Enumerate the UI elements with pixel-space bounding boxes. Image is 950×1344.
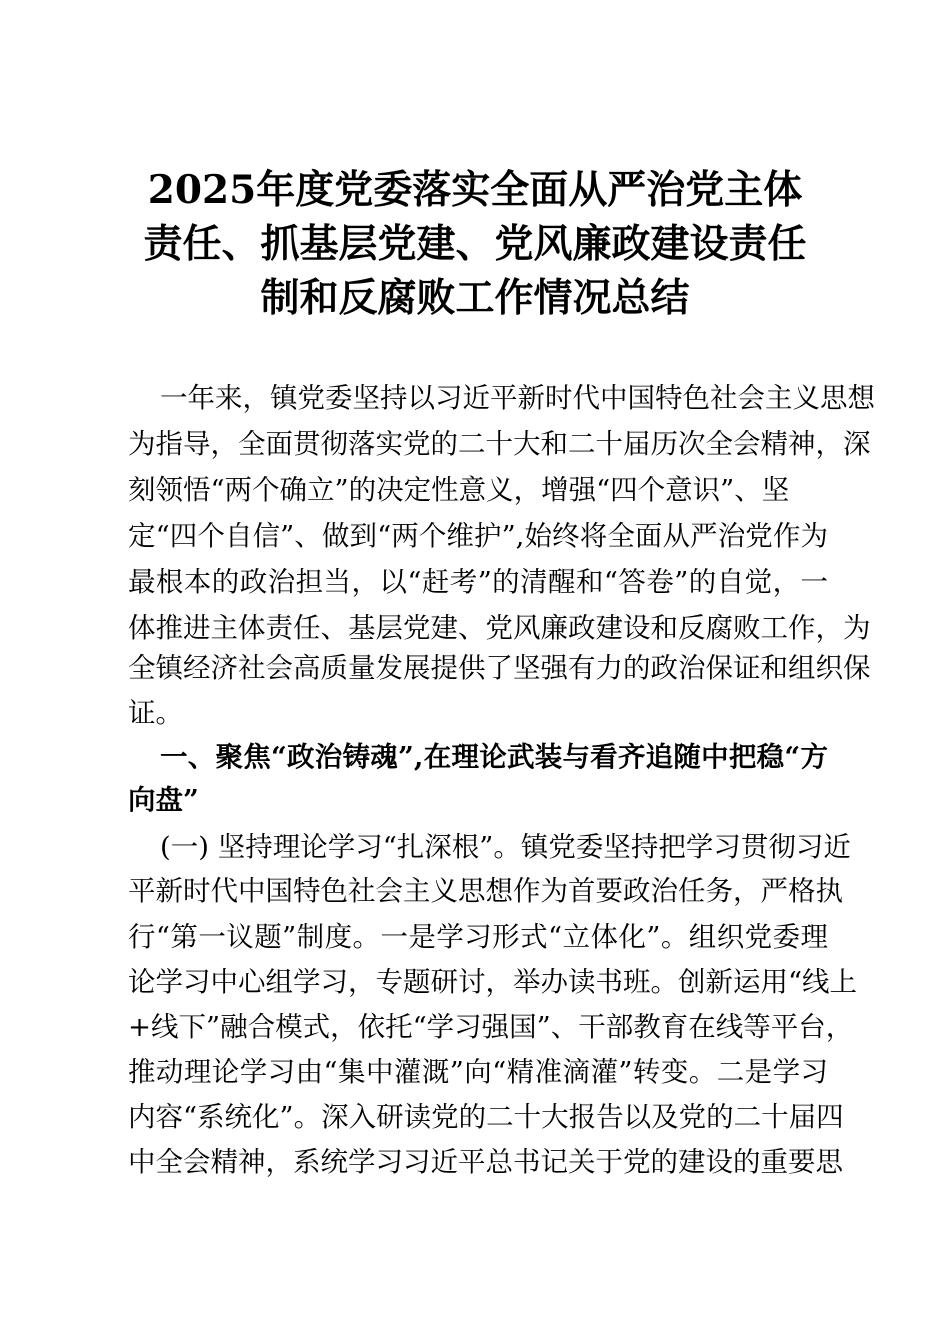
paragraph-line: +线下”融合模式，依托“学习强国”、干部教育在线等平台，	[128, 1011, 854, 1043]
paragraph-line: 最根本的政治担当，以“赶考”的清醒和“答卷”的自觉，一	[128, 566, 828, 598]
heading-line: 向盘”	[128, 784, 199, 816]
paragraph-line: 定“四个自信”、做到“两个维护”,始终将全面从严治党作为	[128, 520, 828, 552]
paragraph-line: 平新时代中国特色社会主义思想作为首要政治任务，严格执	[128, 875, 843, 907]
title-line: 责任、抓基层党建、党风廉政建设责任	[143, 221, 807, 267]
paragraph-line: 内容“系统化”。深入研读党的二十大报告以及党的二十届四	[128, 1101, 844, 1133]
paragraph-line: 刻领悟“两个确立”的决定性意义，增强“四个意识”、坚	[128, 474, 790, 506]
paragraph-line: 一年来，镇党委坚持以习近平新时代中国特色社会主义思想	[160, 382, 875, 414]
paragraph-line: (一) 坚持理论学习“扎深根”。镇党委坚持把学习贯彻习近	[160, 831, 851, 863]
paragraph-line: 证。	[128, 697, 183, 729]
paragraph-line: 中全会精神，系统学习习近平总书记关于党的建设的重要思	[128, 1146, 843, 1178]
paragraph-line: 推动理论学习由“集中灌溉”向“精准滴灌”转变。二是学习	[128, 1056, 828, 1088]
paragraph-line: 全镇经济社会高质量发展提供了坚强有力的政治保证和组织保	[128, 652, 871, 684]
paragraph-line: 体推进主体责任、基层党建、党风廉政建设和反腐败工作，为	[128, 612, 871, 644]
title-line: 2025年度党委落实全面从严治党主体	[147, 167, 803, 213]
title-line: 制和反腐败工作情况总结	[260, 275, 690, 321]
paragraph-line: 行“第一议题”制度。一是学习形式“立体化”。组织党委理	[128, 921, 828, 953]
paragraph-line: 为指导，全面贯彻落实党的二十大和二十届历次全会精神，深	[128, 428, 871, 460]
paragraph-line: 论学习中心组学习，专题研讨，举办读书班。创新运用“线上	[128, 966, 858, 998]
heading-line: 一、聚焦“政治铸魂”,在理论武装与看齐追随中把稳“方	[160, 741, 828, 773]
